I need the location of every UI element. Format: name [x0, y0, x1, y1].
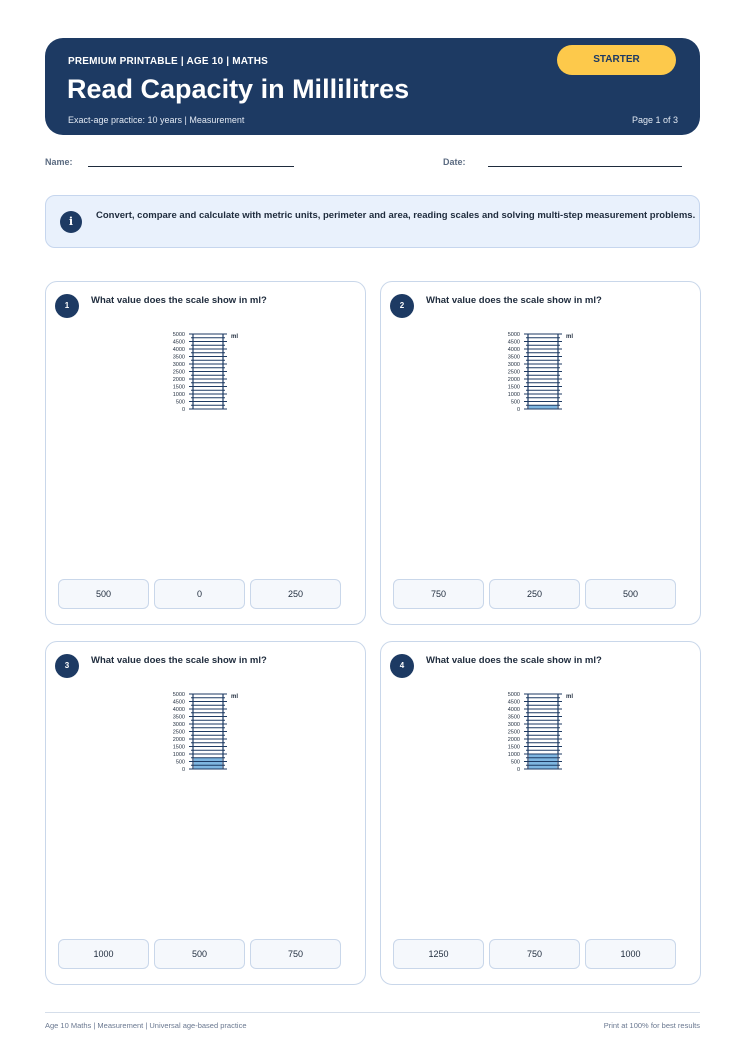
- question-card: [45, 641, 366, 985]
- scale-label: 1000: [507, 392, 520, 398]
- scale-unit: ml: [231, 334, 239, 340]
- liquid-fill: [194, 758, 222, 769]
- scale-label: 0: [181, 407, 185, 413]
- question-text: What value does the scale show in ml?: [426, 655, 602, 666]
- scale-label: 4000: [507, 707, 520, 713]
- scale-label: 1500: [507, 744, 520, 751]
- answer-option[interactable]: 750: [489, 939, 580, 969]
- scale-label: 2000: [507, 377, 520, 383]
- question-number: 4: [390, 654, 414, 678]
- answer-option[interactable]: 1000: [58, 939, 149, 969]
- instructions-text: Convert, compare and calculate with metric units, perimeter and area, reading scales and solving multi-step measurement problems.: [96, 210, 696, 221]
- scale-label: 5000: [172, 332, 185, 338]
- scale-label: 5000: [507, 692, 520, 698]
- answer-option[interactable]: 750: [393, 579, 484, 609]
- scale-label: 1000: [172, 392, 185, 398]
- scale-label: 500: [175, 759, 185, 766]
- scale-label: 2500: [507, 369, 520, 376]
- question-text: What value does the scale show in ml?: [91, 655, 267, 666]
- liquid-fill: [529, 405, 557, 409]
- question-text: What value does the scale show in ml?: [426, 295, 602, 306]
- scale-label: 1000: [172, 752, 185, 758]
- instructions-box: [45, 195, 700, 248]
- footer-text: Age 10 Maths | Measurement | Universal age-based practice: [45, 1021, 247, 1030]
- footer-divider: [45, 1012, 700, 1013]
- scale-unit: ml: [566, 334, 574, 340]
- scale-label: 1000: [507, 752, 520, 758]
- measuring-scale: [169, 688, 249, 778]
- scale-label: 3500: [507, 714, 520, 721]
- scale-label: 5000: [507, 332, 520, 338]
- scale-label: 3500: [172, 714, 185, 721]
- page-title: Read Capacity in Millilitres: [67, 74, 410, 104]
- scale-label: 0: [516, 407, 520, 413]
- scale-label: 3000: [507, 722, 520, 728]
- answer-option[interactable]: 250: [489, 579, 580, 609]
- answer-option[interactable]: 500: [585, 579, 676, 609]
- scale-label: 500: [510, 399, 520, 406]
- question-number: 1: [55, 294, 79, 318]
- scale-label: 2000: [507, 737, 520, 743]
- scale-label: 4000: [172, 707, 185, 713]
- scale-label: 2500: [172, 369, 185, 376]
- question-card: [380, 281, 701, 625]
- measuring-scale: [504, 688, 584, 778]
- scale-label: 500: [510, 759, 520, 766]
- scale-label: 3000: [172, 722, 185, 728]
- info-icon: i: [60, 211, 82, 233]
- scale-label: 2000: [172, 377, 185, 383]
- scale-label: 3000: [172, 362, 185, 368]
- scale-label: 2000: [172, 737, 185, 743]
- question-number: 2: [390, 294, 414, 318]
- scale-label: 3500: [172, 354, 185, 361]
- scale-label: 4500: [507, 699, 520, 706]
- measuring-scale: [504, 328, 584, 418]
- answer-option[interactable]: 1250: [393, 939, 484, 969]
- scale-label: 4500: [507, 339, 520, 346]
- worksheet-header: [45, 38, 700, 135]
- scale-label: 5000: [172, 692, 185, 698]
- header-tagline: PREMIUM PRINTABLE | AGE 10 | MATHS: [68, 56, 268, 67]
- answer-option[interactable]: 750: [250, 939, 341, 969]
- question-card: [45, 281, 366, 625]
- scale-unit: ml: [231, 694, 239, 700]
- scale-label: 4000: [507, 347, 520, 353]
- print-note: Print at 100% for best results: [603, 1021, 700, 1030]
- scale-label: 0: [181, 767, 185, 773]
- measuring-scale: [169, 328, 249, 418]
- question-text: What value does the scale show in ml?: [91, 295, 267, 306]
- scale-label: 2500: [172, 729, 185, 736]
- date-label: Date:: [443, 157, 466, 167]
- answer-option[interactable]: 500: [58, 579, 149, 609]
- scale-label: 3500: [507, 354, 520, 361]
- scale-label: 500: [175, 399, 185, 406]
- scale-label: 4500: [172, 339, 185, 346]
- scale-label: 1500: [172, 384, 185, 391]
- scale-label: 2500: [507, 729, 520, 736]
- question-number: 3: [55, 654, 79, 678]
- scale-label: 1500: [507, 384, 520, 391]
- scale-label: 0: [516, 767, 520, 773]
- answer-option[interactable]: 1000: [585, 939, 676, 969]
- scale-unit: ml: [566, 694, 574, 700]
- answer-option[interactable]: 500: [154, 939, 245, 969]
- scale-label: 4500: [172, 699, 185, 706]
- answer-option[interactable]: 250: [250, 579, 341, 609]
- page-number: Page 1 of 3: [631, 115, 678, 125]
- scale-label: 4000: [172, 347, 185, 353]
- scale-label: 3000: [507, 362, 520, 368]
- name-field[interactable]: [88, 166, 294, 167]
- scale-label: 1500: [172, 744, 185, 751]
- name-label: Name:: [45, 157, 73, 167]
- header-subtitle: Exact-age practice: 10 years | Measurement: [68, 115, 245, 125]
- question-card: [380, 641, 701, 985]
- answer-option[interactable]: 0: [154, 579, 245, 609]
- level-badge: STARTER: [557, 45, 676, 75]
- date-field[interactable]: [488, 166, 682, 167]
